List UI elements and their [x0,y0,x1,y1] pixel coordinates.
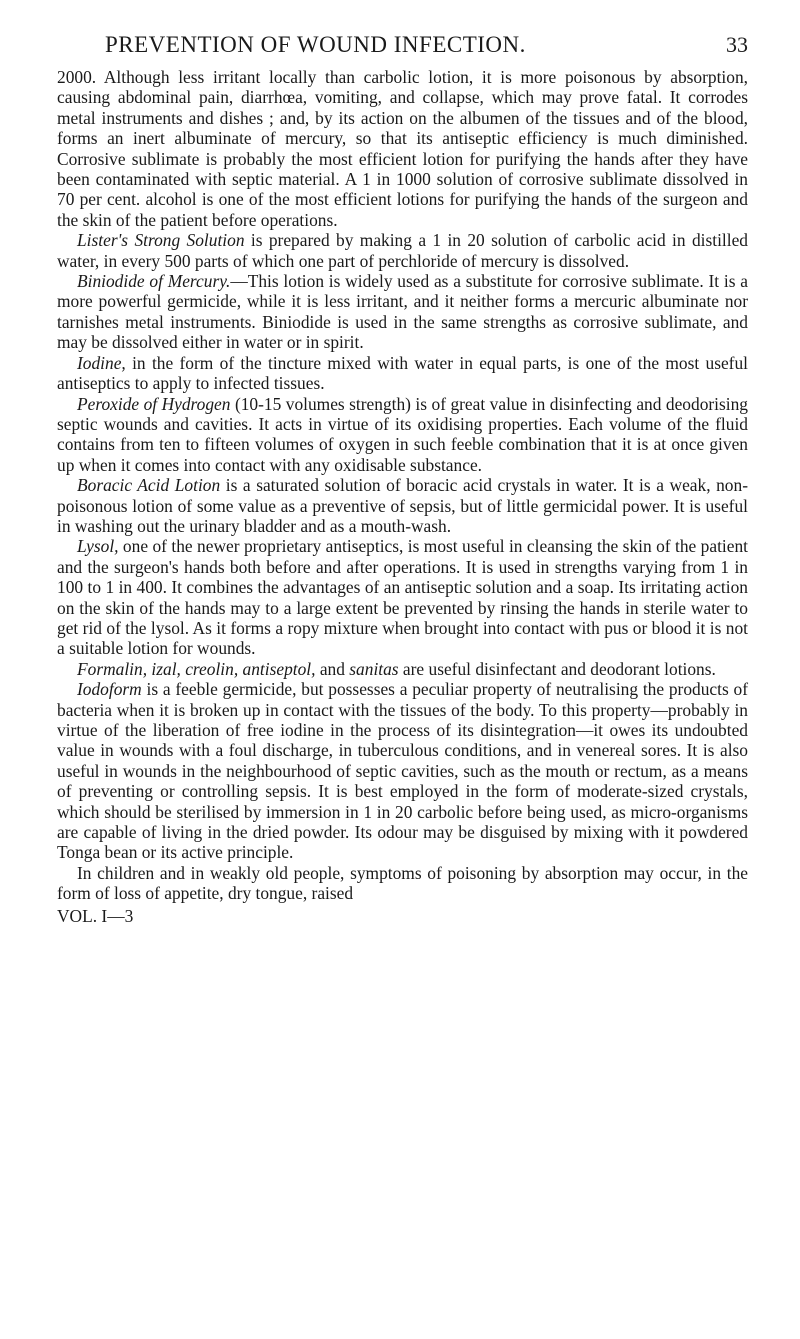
paragraph-listers-strong-solution [57,230,748,271]
paragraph-iodoform [57,679,748,863]
term-heading: Lysol, [77,536,119,557]
paragraph-text: 2000. Although less irritant locally than carbolic lotion, it is more poisonous by absorption, causing abdominal pain, diarrhœa, vomiting, and collapse, which may prove fatal. It corrodes metal instruments and dishes ; and, by its action on the albumen of the tissues and of the blood, forms an inert albuminate of mercury, so that its antiseptic efficiency is much diminished. Corrosive sublimate is probably the most efficient lotion for purifying the hands after they have been contaminated with septic material. A 1 in 1000 solution of corrosive sublimate dissolved in 70 per cent. alcohol is one of the most efficient lotions for purifying the hands of the surgeon and the skin of the patient before operations. [57,67,748,230]
paragraph-text: In children and in weakly old people, symptoms of poisoning by absorption may occur, in the form of loss of appetite, dry tongue, raised [57,862,748,904]
running-title: PREVENTION OF WOUND INFECTION. [105,32,526,57]
paragraph-text: is a feeble germicide, but possesses a peculiar property of neutralising the products of bacteria when it is broken up in contact with the tissues of the body. To this property—probably in virtue of the liberation of free iodine in the process of its disintegration—it owes its undoubted value in wounds with a foul discharge, in tuberculous conditions, and in venereal sores. It is also useful in wounds in the neighbourhood of septic cavities, such as the mouth or rectum, as a means of preventing or controlling sepsis. It is best employed in the form of moderate-sized crystals, which should be sterilised by immersion in 1 in 20 carbolic before being used, as micro-organisms are capable of living in the dried powder. Its odour may be disguised by mixing with it powdered Tonga bean or its active principle. [57,679,748,863]
term-heading: Formalin, izal, creolin, antiseptol, [77,658,316,679]
term-heading: Lister's Strong Solution [77,230,245,251]
paragraph-iodine [57,353,748,394]
paragraph-lysol [57,536,748,658]
paragraph-boracic-acid-lotion [57,475,748,536]
printer-signature: VOL. I—3 [57,905,134,926]
paragraph-peroxide-of-hydrogen [57,394,748,476]
paragraph-corrosive-sublimate [57,67,748,230]
term-heading: Iodine, [77,352,126,373]
term-heading: Boracic Acid Lotion [77,475,221,496]
body-text [57,67,748,904]
term-heading-second: sanitas [349,658,399,679]
paragraph-text: is a saturated solution of boracic acid crystals in water. It is a weak, non-poisonous lotion of some value as a preventive of sepsis, but of little germicidal power. It is useful in washing out the urinary bladder and as a mouth-wash. [57,475,748,536]
paragraph-text: (10-15 volumes strength) is of great value in disinfecting and deodorising septic wounds and cavities. It acts in virtue of its oxidising properties. Each volume of the fluid contains from ten to fifteen volumes of oxygen in such feeble combination that it is at once given up when it comes into contact with any oxidisable substance. [57,393,749,475]
paragraph-text: is prepared by making a 1 in 20 solution of carbolic acid in distilled water, in every 500 parts of which one part of perchloride of mercury is dissolved. [57,230,748,271]
paragraph-biniodide-of-mercury [57,271,748,353]
book-page [0,6,800,1339]
term-heading: Iodoform [77,679,142,700]
paragraph-formalin-and-others [57,659,748,679]
paragraph-iodoform-poisoning [57,863,748,904]
paragraph-text: —This lotion is widely used as a substitute for corrosive sublimate. It is a more powerful germicide, while it is less irritant, and it neither forms a mercuric albuminate nor tarnishes metal instruments. Biniodide is used in the same strengths as corrosive sublimate, and may be dissolved either in water or in spirit. [57,271,748,353]
term-heading: Biniodide of Mercury. [77,271,231,292]
page-header [57,6,748,58]
page-number: 33 [726,32,748,57]
paragraph-text: in the form of the tincture mixed with water in equal parts, is one of the most useful antiseptics to apply to infected tissues. [57,352,748,394]
paragraph-text: one of the newer proprietary antiseptics, is most useful in cleansing the skin of the patient and the surgeon's hands both before and after operations. It is used in strengths varying from 1 in 100 to 1 in 400. It combines the advantages of an antiseptic solution and a soap. Its irritating action on the skin of the hands may to a large extent be prevented by rinsing the hands in sterile water to get rid of the lysol. As it forms a ropy mixture when brought into contact with pus or blood it is not a suitable lotion for wounds. [57,536,748,659]
paragraph-text-continued: are useful disinfectant and deodorant lotions. [398,658,716,679]
paragraph-text: and [315,658,350,679]
term-heading: Peroxide of Hydrogen [77,393,231,414]
